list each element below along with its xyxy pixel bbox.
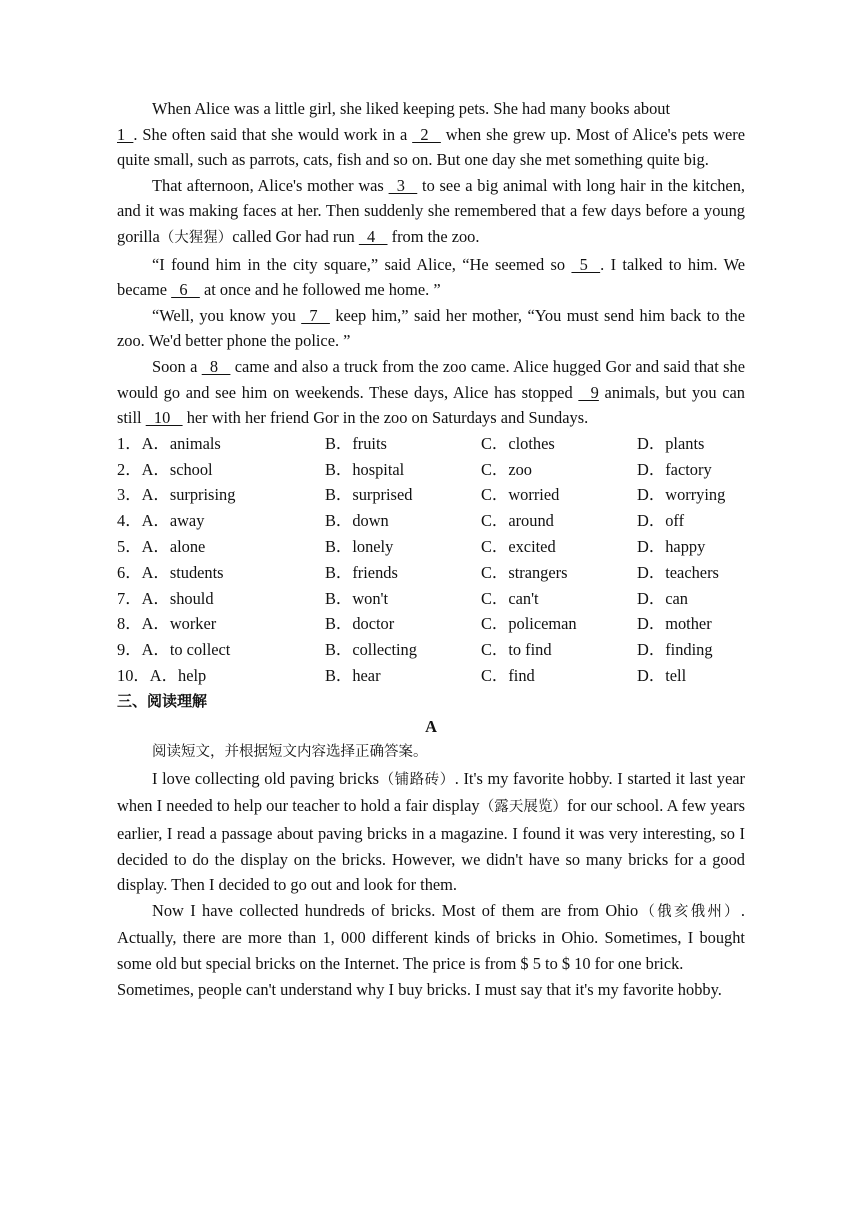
option-row-9: [117, 637, 745, 663]
worksheet-page: [117, 96, 745, 1002]
text: When Alice was a little girl, she liked keeping pets. She had many books about: [152, 99, 671, 118]
option-d: D．teachers: [637, 562, 719, 582]
cloze-paragraph-2: [117, 173, 745, 252]
option-row-2: [117, 457, 745, 483]
text: . Actually, there are more than 1, 000 different kinds of bricks in Ohio. Sometimes, I bought some old but special bricks on the Internet. The price is from $ 5 to $ 10 for one brick.: [117, 900, 745, 974]
option-c: C．find: [481, 665, 535, 685]
text: . I talked to him. We became: [117, 254, 746, 300]
blank-2: 2: [412, 124, 441, 144]
text: when she grew up. Most of Alice's pets were quite small, such as parrots, cats, fish and so on. But one day she met something quite big.: [117, 124, 745, 170]
option-d: D．happy: [637, 536, 706, 556]
option-a: 6．A．students: [117, 562, 224, 582]
option-d: D．tell: [637, 665, 687, 685]
option-c: C．excited: [481, 536, 556, 556]
text: I love collecting old paving bricks: [152, 768, 380, 788]
blank-10: 10: [145, 408, 183, 428]
blank-1: 1: [117, 124, 134, 144]
text: “I found him in the city square,” said Alice, “He seemed so: [152, 254, 572, 274]
option-a: 4．A．away: [117, 511, 205, 531]
options-list: [117, 431, 745, 689]
cloze-paragraph-3: [117, 252, 745, 303]
option-d: D．worrying: [637, 485, 726, 505]
text: called Gor had run: [232, 226, 359, 246]
text: her with her friend Gor in the zoo on Saturdays and Sundays.: [182, 408, 589, 428]
option-a: 9．A．to collect: [117, 640, 231, 660]
text: keep him,” said her mother, “You must send him back to the zoo. We'd better phone the police. ”: [117, 305, 745, 351]
option-b: B．hear: [325, 665, 381, 685]
reading-paragraph-3: Sometimes, people can't understand why I buy bricks. I must say that it's my favorite hobby.: [117, 979, 722, 999]
option-row-10: [117, 663, 745, 689]
option-b: B．down: [325, 511, 389, 531]
passage-label: A: [425, 717, 437, 737]
option-b: B．lonely: [325, 536, 394, 556]
option-b: B．friends: [325, 562, 398, 582]
option-d: D．plants: [637, 433, 705, 453]
option-a: 2．A．school: [117, 459, 213, 479]
option-d: D．finding: [637, 640, 713, 660]
option-c: C．zoo: [481, 459, 532, 479]
text: Soon a: [152, 356, 202, 376]
option-row-8: [117, 611, 745, 637]
reading-paragraph-2: [117, 898, 745, 977]
option-row-5: [117, 534, 745, 560]
option-a: 5．A．alone: [117, 536, 206, 556]
chinese-gloss: （大猩猩）: [159, 229, 233, 246]
option-c: C．to find: [481, 640, 552, 660]
option-b: B．hospital: [325, 459, 405, 479]
option-b: B．doctor: [325, 614, 395, 634]
cloze-paragraph-4: [117, 303, 745, 354]
chinese-gloss: （露天展览）: [479, 799, 568, 816]
option-a: 3．A．surprising: [117, 485, 236, 505]
option-d: D．can: [637, 588, 688, 608]
text: to see a big animal with long hair in the kitchen, and it was making faces at her. Then suddenly she remembered that a few days before a young gorilla: [117, 175, 745, 246]
option-c: C．around: [481, 511, 554, 531]
chinese-gloss: （铺路砖）: [379, 771, 455, 788]
cloze-paragraph-1: [117, 96, 745, 173]
blank-7: 7: [301, 305, 330, 325]
option-c: C．can't: [481, 588, 539, 608]
text: for our school. A few years earlier, I read a passage about paving bricks in a magazine. I found it was very interesting, so I decided to do the display on the bricks. However, we didn't have so many bricks for a good display. Then I decided to go out and look for them.: [117, 796, 746, 895]
option-c: C．clothes: [481, 433, 555, 453]
option-a: 1．A．animals: [117, 433, 221, 453]
option-row-3: [117, 482, 745, 508]
blank-3: 3: [388, 175, 418, 195]
instruction: 阅读短文，并根据短文内容选择正确答案。: [152, 744, 428, 761]
option-b: B．fruits: [325, 433, 387, 453]
text: Now I have collected hundreds of bricks. Most of them are from Ohio: [152, 900, 639, 920]
text: That afternoon, Alice's mother was: [152, 175, 389, 195]
blank-9: 9: [578, 382, 599, 402]
option-d: D．off: [637, 511, 685, 531]
reading-paragraph-1: [117, 766, 745, 898]
option-b: B．surprised: [325, 485, 413, 505]
blank-8: 8: [201, 356, 231, 376]
option-b: B．won't: [325, 588, 389, 608]
option-b: B．collecting: [325, 640, 417, 660]
option-row-1: [117, 431, 745, 457]
option-d: D．mother: [637, 614, 712, 634]
text: “Well, you know you: [152, 305, 302, 325]
option-d: D．factory: [637, 459, 712, 479]
option-c: C．policeman: [481, 614, 577, 634]
option-a: 10．A．help: [117, 665, 207, 685]
text: . She often said that she would work in a: [133, 124, 413, 144]
text: from the zoo.: [387, 226, 480, 246]
cloze-paragraph-5: [117, 354, 745, 431]
text: animals, but you can still: [117, 382, 746, 428]
option-row-6: [117, 560, 745, 586]
option-c: C．worried: [481, 485, 560, 505]
option-row-4: [117, 508, 745, 534]
text: at once and he followed me home. ”: [199, 280, 441, 300]
option-row-7: [117, 586, 745, 612]
option-c: C．strangers: [481, 562, 568, 582]
blank-4: 4: [358, 226, 388, 246]
chinese-gloss: （俄亥俄州）: [638, 903, 741, 920]
blank-6: 6: [171, 280, 200, 300]
text: came and also a truck from the zoo came. Alice hugged Gor and said that she would go and see him on weekends. These days, Alice has stopped: [117, 356, 745, 402]
blank-5: 5: [571, 254, 601, 274]
section-title: 三、阅读理解: [117, 691, 208, 710]
text: . It's my favorite hobby. I started it last year when I needed to help our teacher to hold a fair display: [117, 768, 745, 816]
option-a: 8．A．worker: [117, 614, 217, 634]
option-a: 7．A．should: [117, 588, 214, 608]
